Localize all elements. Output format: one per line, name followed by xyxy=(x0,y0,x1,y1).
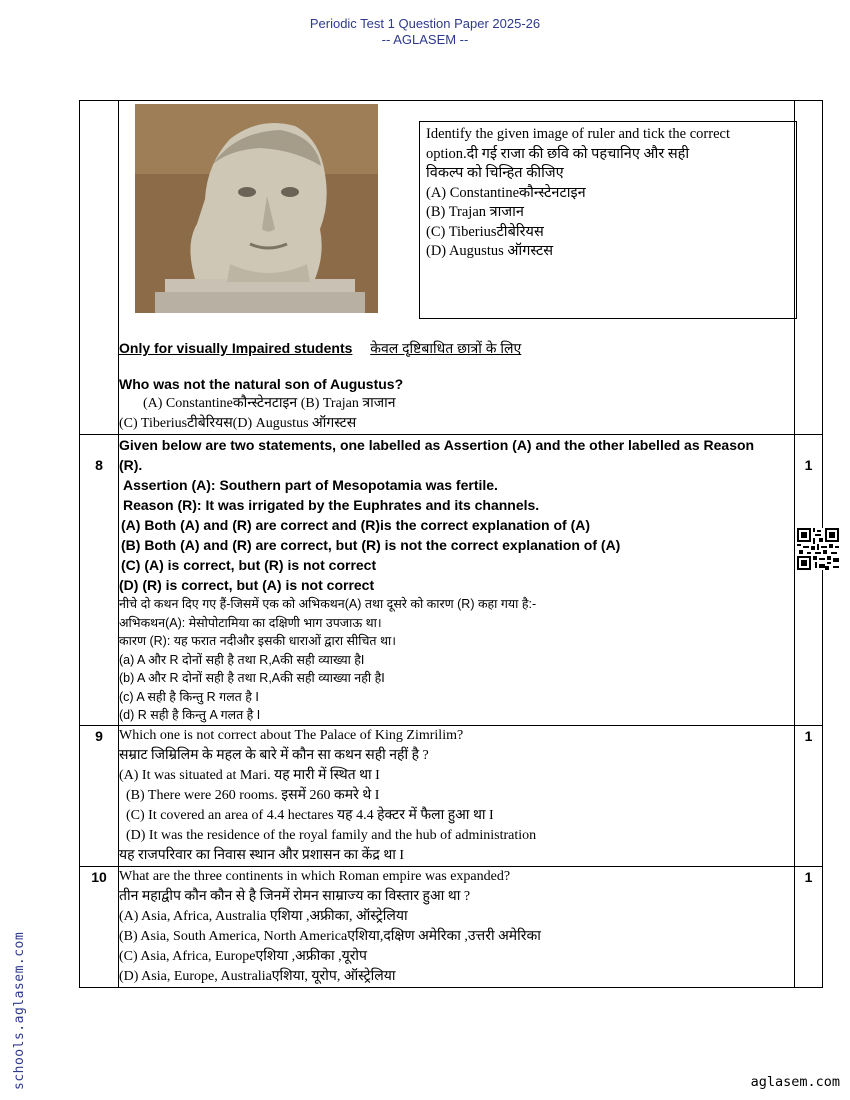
question-marks: 1 xyxy=(795,866,823,987)
option-c: (C) It covered an area of 4.4 hectares यह 4.4 हेक्टर में फैला हुआ था I xyxy=(119,807,494,823)
option-c: (C) (A) is correct, but (R) is not correct xyxy=(121,557,377,573)
option-a: (A) It was situated at Mari. यह मारी में स्थित था I xyxy=(119,767,380,783)
option-b: (B) Asia, South America, North Americaएशिया,दक्षिण अमेरिका ,उत्तरी अमेरिका xyxy=(119,928,541,944)
paper-subtitle: -- AGLASEM -- xyxy=(381,32,469,47)
hindi-option-c: (c) A सही है किन्तु R गलत है I xyxy=(119,689,259,704)
hindi-option-b: (b) A और R दोनों सही है तथा R,Aकी सही व्याख्या नही हैI xyxy=(119,671,385,685)
question-text: What are the three continents in which Roman empire was expanded? xyxy=(119,868,511,884)
question-number: 8 xyxy=(80,435,119,726)
option-d: (D) (R) is correct, but (A) is not correct xyxy=(119,577,375,593)
assertion-intro: Given below are two statements, one labelled as Assertion (A) and the other labelled as Reason xyxy=(119,437,755,453)
question-row-7 xyxy=(80,101,823,435)
watermark-text: schools.aglasem.com xyxy=(12,931,27,1090)
page-header xyxy=(0,16,850,48)
vi-option-line: (A) Constantineकौन्स्टेनटाइन (B) Trajan त्राजान xyxy=(143,396,396,411)
question-text-hi: सम्राट जिम्रिलिम के महल के बारे में कौन सा कथन सही नहीं है ? xyxy=(119,747,429,763)
vi-label-hi: केवल दृष्टिबाधित छात्रों के लिए xyxy=(370,340,522,356)
option-d: (D) Asia, Europe, Australiaएशिया, यूरोप, ऑस्ट्रेलिया xyxy=(119,968,396,984)
question-body-7 xyxy=(119,101,795,435)
option-a: (A) Both (A) and (R) are correct and (R)is the correct explanation of (A) xyxy=(121,517,591,533)
hindi-reason: कारण (R): यह फरात नदीऔर इसकी धाराओं द्वारा सीचित था। xyxy=(119,634,396,648)
footer-site: aglasem.com xyxy=(750,1074,840,1090)
question-marks: 1 xyxy=(795,435,823,726)
question-marks: 1 xyxy=(795,725,823,866)
bust-illustration xyxy=(135,104,378,313)
hindi-assertion: अभिकथन(A): मेसोपोटामिया का दक्षिणी भाग उपजाऊ था। xyxy=(119,615,382,630)
paper-title: Periodic Test 1 Question Paper 2025-26 xyxy=(309,16,541,31)
assertion-statement: Assertion (A): Southern part of Mesopotamia was fertile. xyxy=(123,477,498,493)
option-c: (C) Tiberiusटीबेरियस xyxy=(426,223,544,240)
option-d: (D) Augustus ऑगस्टस xyxy=(426,243,554,259)
vi-option-line: (C) Tiberiusटीबेरियस(D) Augustus ऑगस्टस xyxy=(119,416,357,431)
question-text: Which one is not correct about The Palace of King Zimrilim? xyxy=(119,727,464,743)
image-question-box xyxy=(419,121,797,319)
question-text-hi: तीन महाद्वीप कौन कौन से है जिनमें रोमन साम्राज्य का विस्तार हुआ था ? xyxy=(119,888,471,904)
question-row-8 xyxy=(80,435,823,726)
question-body-9 xyxy=(119,725,795,866)
option-b: (B) There were 260 rooms. इसमें 260 कमरे थे I xyxy=(119,787,380,803)
image-question-area xyxy=(119,101,794,336)
question-line: option.दी गई राजा की छवि को पहचानिए और सही xyxy=(426,145,690,162)
hindi-option-d: (d) R सही है किन्तु A गलत है I xyxy=(119,708,261,722)
question-number: 9 xyxy=(80,725,119,866)
vi-label-en: Only for visually Impaired students xyxy=(119,340,353,356)
reason-statement: Reason (R): It was irrigated by the Euphrates and its channels. xyxy=(123,497,540,513)
question-row-10 xyxy=(80,866,823,987)
option-c: (C) Asia, Africa, Europeएशिया ,अफ्रीका ,यूरोप xyxy=(119,948,368,964)
question-line: विकल्प को चिन्हित कीजिए xyxy=(426,165,564,181)
question-body-8 xyxy=(119,435,795,726)
option-b: (B) Trajan त्राजान xyxy=(426,204,524,220)
ruler-portrait-image xyxy=(135,104,378,313)
qr-code-graphic xyxy=(797,528,839,570)
marks-cell xyxy=(795,101,823,435)
hindi-intro: नीचे दो कथन दिए गए हैं-जिसमें एक को अभिकथन(A) तथा दूसरे को कारण (R) कहा गया है:- xyxy=(119,597,537,611)
option-a: (A) Asia, Africa, Australia एशिया ,अफ्रीका, ऑस्ट्रेलिया xyxy=(119,908,408,924)
option-a: (A) Constantineकौन्स्टेनटाइन xyxy=(426,184,586,201)
vi-question: Who was not the natural son of Augustus? xyxy=(119,376,404,392)
side-watermark xyxy=(12,900,34,1090)
question-number: 10 xyxy=(80,866,119,987)
option-d: (D) It was the residence of the royal family and the hub of administration xyxy=(119,827,537,843)
question-body-10 xyxy=(119,866,795,987)
qr-code xyxy=(797,528,839,570)
question-number-cell xyxy=(80,101,119,435)
option-d-hi: यह राजपरिवार का निवास स्थान और प्रशासन का केंद्र था I xyxy=(119,847,405,863)
visually-impaired-label xyxy=(119,338,794,358)
question-row-9 xyxy=(80,725,823,866)
hindi-option-a: (a) A और R दोनों सही है तथा R,Aकी सही व्याख्या हैI xyxy=(119,652,365,667)
option-b: (B) Both (A) and (R) are correct, but (R) is not the correct explanation of (A) xyxy=(121,537,621,553)
assertion-intro-cont: (R). xyxy=(119,457,143,473)
question-line: Identify the given image of ruler and tick the correct xyxy=(426,126,730,142)
question-table xyxy=(79,100,823,988)
